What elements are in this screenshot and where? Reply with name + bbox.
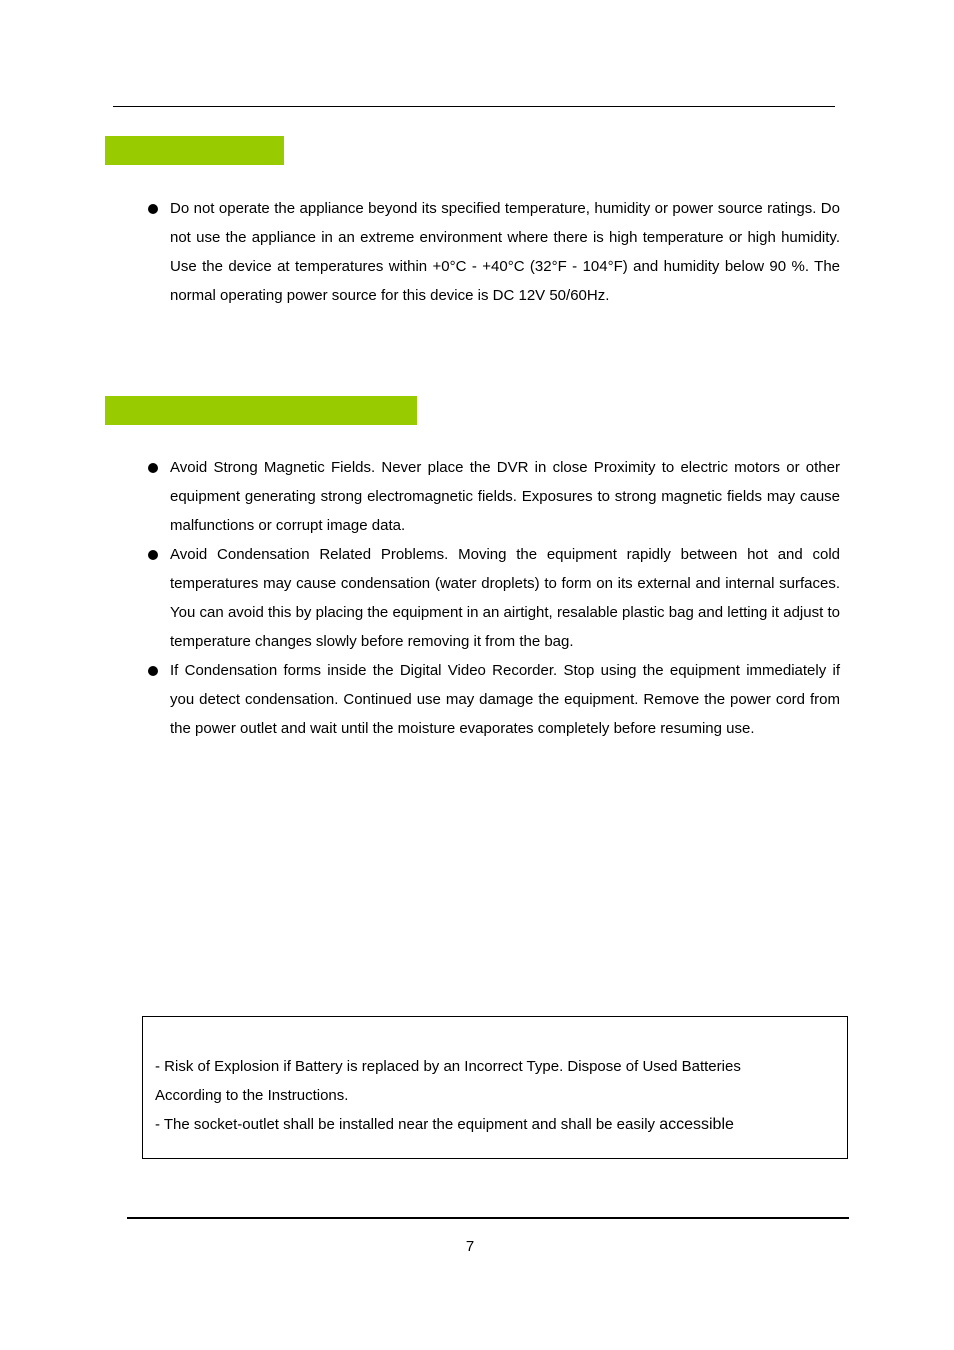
footer-rule <box>127 1217 849 1219</box>
section-heading-bar-precautions <box>105 396 417 425</box>
list-item-text: Avoid Condensation Related Problems. Moving the equipment rapidly between hot and cold temperatures may cause condensation (water droplets) to form on its external and internal surfaces. You can avoid this by placing the equipment in an airtight, resalable plastic bag and letting it adjust to temperature changes slowly before removing it from the bag. <box>170 546 840 650</box>
bullet-icon <box>148 666 158 676</box>
battery-warning-box <box>142 1016 848 1159</box>
bullet-icon <box>148 463 158 473</box>
list-item <box>148 540 840 656</box>
list-item-text: Do not operate the appliance beyond its specified temperature, humidity or power source ratings. Do not use the appliance in an extreme environment where there is high temperature or high humidity. Use the device at temperatures within +0°C - +40°C (32°F - 104°F) and humidity below 90 %. The normal operating power source for this device is DC 12V 50/60Hz. <box>170 200 840 304</box>
list-item <box>148 453 840 540</box>
warning-line-battery: - Risk of Explosion if Battery is replaced by an Incorrect Type. Dispose of Used Batteries <box>155 1058 741 1075</box>
operating-environment-list <box>148 194 840 310</box>
page-number: 7 <box>465 1238 475 1255</box>
list-item-text: Avoid Strong Magnetic Fields. Never place the DVR in close Proximity to electric motors or other equipment generating strong electromagnetic fields. Exposures to strong magnetic fields may cause malfunctions or corrupt image data. <box>170 459 840 534</box>
header-rule <box>113 106 835 107</box>
list-item-text: If Condensation forms inside the Digital Video Recorder. Stop using the equipment immediately if you detect condensation. Continued use may damage the equipment. Remove the power cord from the power outlet and wait until the moisture evaporates completely before resuming use. <box>170 662 840 737</box>
bullet-icon <box>148 550 158 560</box>
warning-line-instructions: According to the Instructions. <box>155 1087 349 1104</box>
warning-line-socket <box>155 1110 835 1139</box>
precautions-list <box>148 453 840 743</box>
section-heading-bar-operating-environment <box>105 136 284 165</box>
warning-line-socket-accent: accessible <box>659 1116 734 1133</box>
list-item <box>148 194 840 310</box>
bullet-icon <box>148 204 158 214</box>
list-item <box>148 656 840 743</box>
warning-line-socket-text: - The socket-outlet shall be installed near the equipment and shall be easily <box>155 1116 660 1133</box>
